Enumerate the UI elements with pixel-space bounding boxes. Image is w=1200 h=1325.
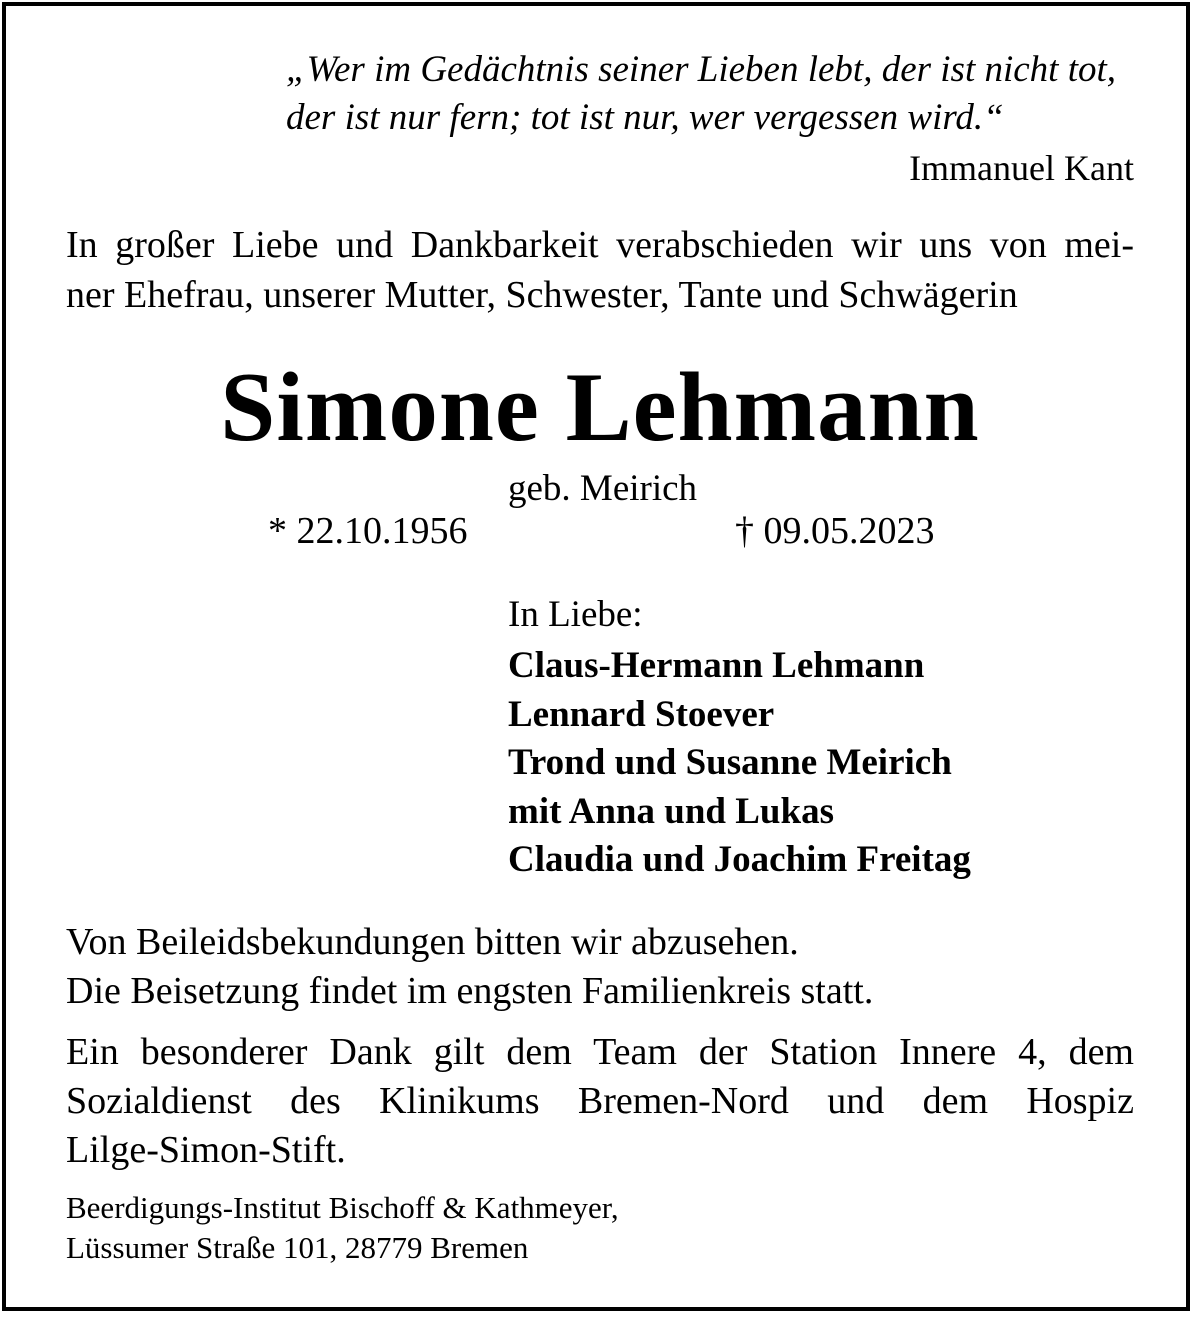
- mourners-list: [508, 642, 971, 885]
- funeral-home-info: [66, 1188, 619, 1268]
- thanks-line: Lilge-Simon-Stift.: [66, 1129, 346, 1171]
- death-date: † 09.05.2023: [735, 510, 935, 552]
- deceased-name: Simone Lehmann: [220, 353, 980, 462]
- condolence-notice: [66, 918, 873, 1016]
- notice-line: Die Beisetzung findet im engsten Familienkreis statt.: [66, 970, 874, 1012]
- intro-line: In großer Liebe und Dankbarkeit verabschieden wir uns von mei-: [66, 224, 1134, 266]
- mourner-name: mit Anna und Lukas: [508, 790, 834, 832]
- funeral-home-address: Lüssumer Straße 101, 28779 Bremen: [66, 1230, 529, 1265]
- thanks-line: Ein besonderer Dank gilt dem Team der Station Innere 4, dem: [66, 1031, 1134, 1073]
- mourner-name: Claus-Hermann Lehmann: [508, 645, 925, 686]
- notice-line: Von Beileidsbekundungen bitten wir abzusehen.: [66, 921, 799, 963]
- mourner-name: Trond und Susanne Meirich: [508, 742, 952, 783]
- kant-quote: [286, 46, 1146, 142]
- mourner-name: Lennard Stoever: [508, 693, 775, 735]
- birth-date: * 22.10.1956: [268, 510, 468, 552]
- quote-line: „Wer im Gedächtnis seiner Lieben lebt, der ist nicht tot,: [286, 49, 1117, 90]
- mourner-name: Claudia und Joachim Freitag: [508, 839, 971, 880]
- mourners-label: In Liebe:: [508, 594, 643, 635]
- quote-line: der ist nur fern; tot ist nur, wer vergessen wird.“: [286, 97, 1004, 138]
- intro-line: ner Ehefrau, unserer Mutter, Schwester, Tante und Schwägerin: [66, 274, 1018, 316]
- funeral-home-name: Beerdigungs-Institut Bischoff & Kathmeyer,: [66, 1190, 619, 1225]
- intro-text: [66, 220, 1134, 320]
- thanks-paragraph: [66, 1028, 1134, 1175]
- thanks-line: Sozialdienst des Klinikums Bremen-Nord und dem Hospiz: [66, 1080, 1134, 1122]
- quote-author: Immanuel Kant: [909, 148, 1134, 188]
- maiden-name: geb. Meirich: [508, 468, 698, 509]
